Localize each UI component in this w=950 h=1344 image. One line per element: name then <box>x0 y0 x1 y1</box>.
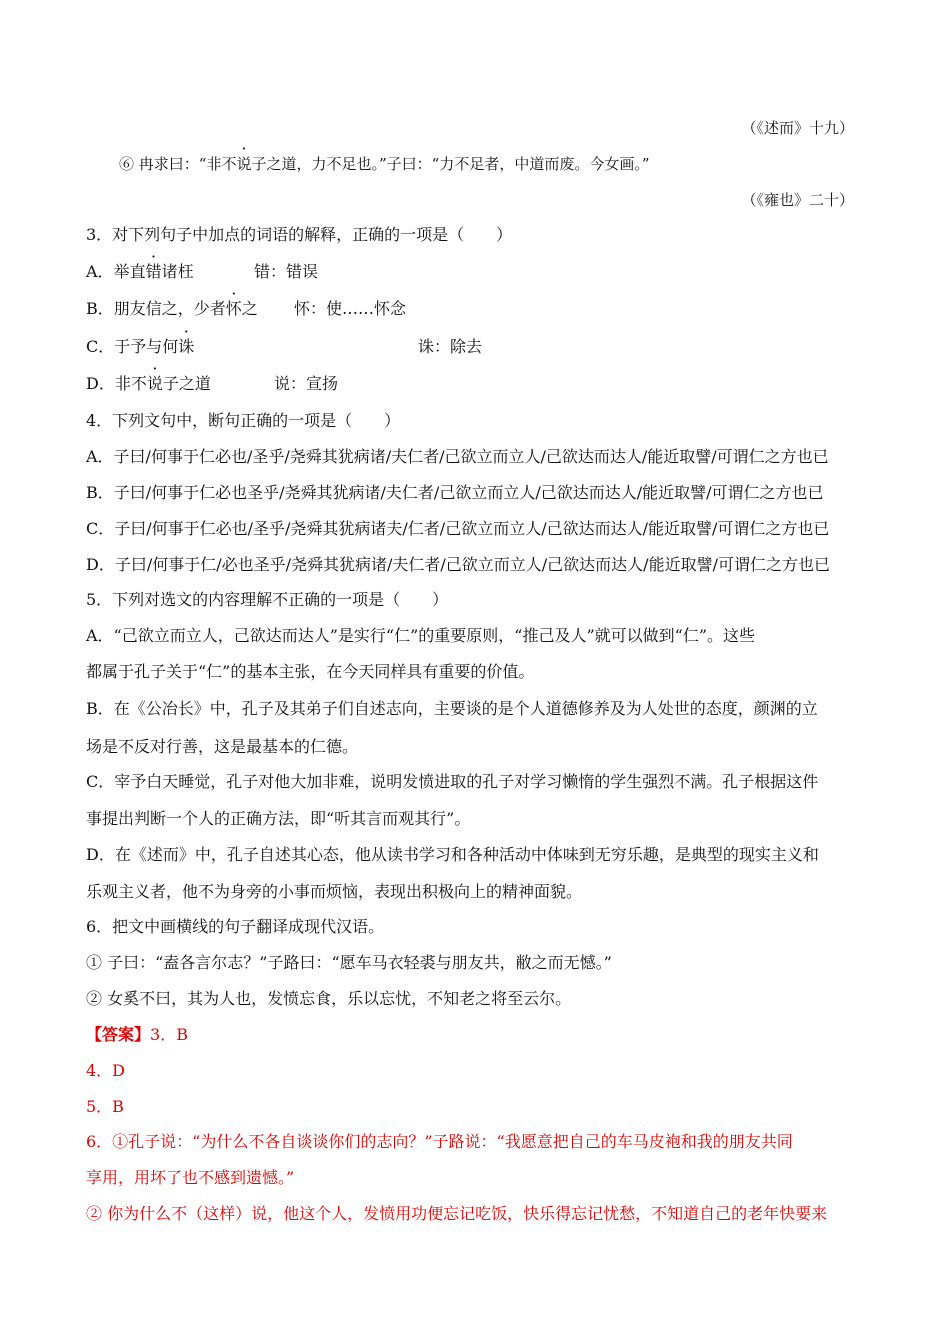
option-pre: 非不 <box>114 374 147 393</box>
dotted-char: 诛 <box>178 337 195 356</box>
q5-option-d-line1: D．在《述而》中，孔子自述其心态，他从读书学习和各种活动中体味到无穷乐趣，是典型的现实主义和 <box>86 845 819 864</box>
dotted-char: 说 <box>146 374 163 393</box>
q3-option-c <box>86 337 483 357</box>
question-3-stem: 3．对下列句子中加点的词语的解释，正确的一项是（ ） <box>86 225 513 244</box>
answer-3-value: 3．B <box>150 1025 188 1044</box>
q5-option-c-line2: 事提出判断一个人的正确方法，即“听其言而观其行”。 <box>86 809 471 828</box>
q4-option-a: A．子曰/何事于仁必也/圣乎/尧舜其犹病诸/夫仁者/己欲立而立人/己欲达而达人/能近取譬/可谓仁之方也已 <box>86 447 829 466</box>
q5-option-d-line2: 乐观主义者，他不为身旁的小事而烦恼，表现出积极向上的精神面貌。 <box>86 882 583 901</box>
option-label: B． <box>86 299 114 318</box>
q5-option-a-line1: A．“己欲立而立人，己欲达而达人”是实行“仁”的重要原则，“推己及人”就可以做到“仁”。这些 <box>86 626 755 645</box>
question-6-stem: 6．把文中画横线的句子翻译成现代汉语。 <box>86 917 385 936</box>
answer-4: 4．D <box>86 1061 126 1080</box>
dotted-char: 怀 <box>225 299 242 318</box>
q3-option-b <box>86 299 407 319</box>
dotted-char: 说 <box>236 155 252 173</box>
quote-number: ⑥ <box>119 155 135 173</box>
q4-option-b: B．子曰/何事于仁必也圣乎/尧舜其犹病诸/夫仁者/己欲立而立人/己欲达而达人/能近取譬/可谓仁之方也已 <box>86 483 824 502</box>
option-explanation: 错：错误 <box>254 262 319 281</box>
q4-option-d: D．子曰/何事于仁/必也圣乎/尧舜其犹病诸/夫仁者/己欲立而立人/己欲达而达人/能近取譬/可谓仁之方也已 <box>86 555 830 574</box>
answer-6-line1: 6．①孔子说：“为什么不各自谈谈你们的志向？”子路说：“我愿意把自己的车马皮袍和我的朋友共同 <box>86 1132 793 1151</box>
option-post: 子之道 <box>162 374 211 393</box>
answer-5: 5．B <box>86 1097 124 1116</box>
option-pre: 于予与何 <box>114 337 179 356</box>
reference-shuer-19: （《述而》十九） <box>741 119 854 137</box>
option-post: 之 <box>241 299 258 318</box>
quote-text-b: 子之道，力不足也。”子曰：“力不足者，中道而废。今女画。” <box>251 155 650 173</box>
question-5-stem: 5．下列对选文的内容理解不正确的一项是（ ） <box>86 590 449 609</box>
reference-yongye-20: （《雍也》二十） <box>741 191 854 209</box>
quote-6 <box>119 154 650 174</box>
option-explanation: 说：宣扬 <box>274 374 339 393</box>
answer-3 <box>86 1025 188 1045</box>
question-4-stem: 4．下列文句中，断句正确的一项是（ ） <box>86 411 401 430</box>
q5-option-c-line1: C．宰予白天睡觉，孔子对他大加非难，说明发愤进取的孔子对学习懒惰的学生强烈不满。孔子根据这件 <box>86 772 819 791</box>
option-label: C． <box>86 337 115 356</box>
dotted-char: 错 <box>145 262 162 281</box>
q6-sentence-1: ① 子曰：“盍各言尔志？”子路曰：“愿车马衣轻裘与朋友共，敝之而无憾。” <box>86 953 612 972</box>
answer-tag: 【答案】 <box>86 1025 151 1044</box>
q4-option-c: C．子曰/何事于仁必也/圣乎/尧舜其犹病诸夫/仁者/己欲立而立人/己欲达而达人/能近取譬/可谓仁之方也已 <box>86 519 830 538</box>
option-pre: 朋友信之，少者 <box>113 299 226 318</box>
q3-option-d <box>86 374 339 394</box>
option-explanation: 怀：使……怀念 <box>294 299 407 318</box>
q3-option-a <box>86 262 319 282</box>
answer-6-line3: ② 你为什么不（这样）说，他这个人，发愤用功便忘记吃饭，快乐得忘记忧愁，不知道自己的老年快要来 <box>86 1204 828 1223</box>
q5-option-a-line2: 都属于孔子关于“仁”的基本主张，在今天同样具有重要的价值。 <box>86 662 535 681</box>
q5-option-b-line2: 场是不反对行善，这是最基本的仁德。 <box>86 737 359 756</box>
answer-6-line2: 享用，用坏了也不感到遗憾。” <box>86 1168 295 1187</box>
option-explanation: 诛：除去 <box>418 337 483 356</box>
q6-sentence-2: ② 女奚不曰，其为人也，发愤忘食，乐以忘忧，不知老之将至云尔。 <box>86 989 572 1008</box>
option-label: D． <box>86 374 115 393</box>
quote-text-a: 冉求曰：“非不 <box>138 155 237 173</box>
q5-option-b-line1: B．在《公冶长》中，孔子及其弟子们自述志向，主要谈的是个人道德修养及为人处世的态度，颜渊的立 <box>86 699 818 718</box>
option-pre: 举直 <box>113 262 146 281</box>
option-post: 诸枉 <box>161 262 194 281</box>
option-label: A． <box>86 262 114 281</box>
